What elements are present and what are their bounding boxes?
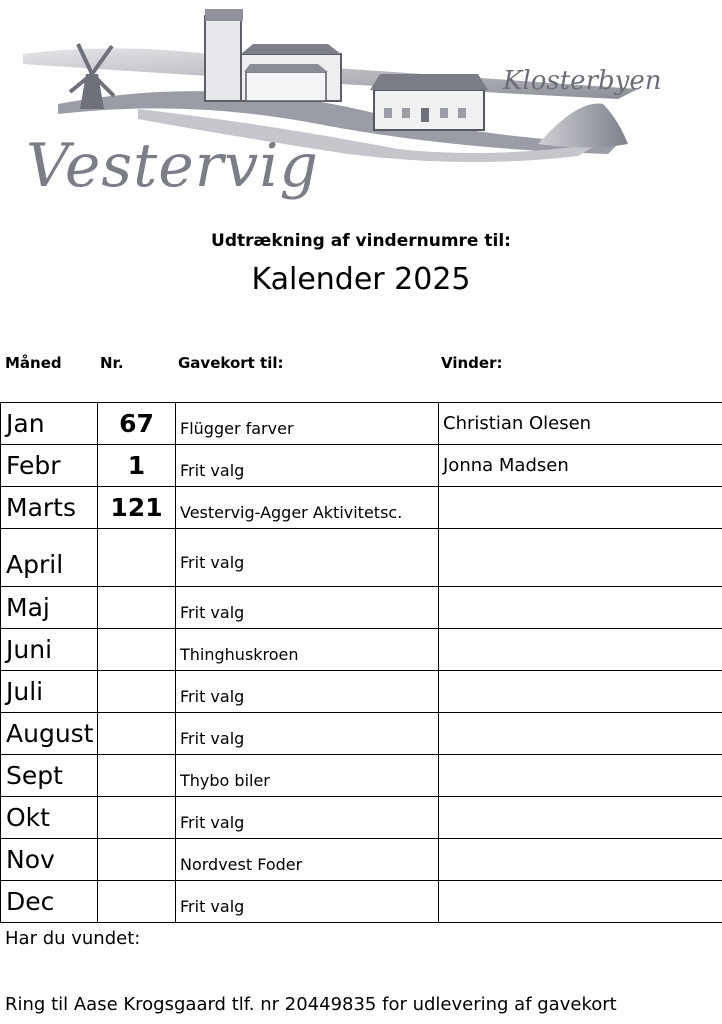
winner-question: Har du vundet: — [5, 928, 141, 949]
month-cell: Nov — [1, 839, 98, 881]
month-cell: April — [1, 529, 98, 587]
winner-cell — [439, 797, 722, 839]
number-cell — [98, 797, 176, 839]
gift-cell: Frit valg — [176, 797, 439, 839]
table-row — [1, 797, 722, 839]
table-row — [1, 487, 722, 529]
number-cell — [98, 587, 176, 629]
table-row — [1, 671, 722, 713]
winner-cell — [439, 487, 722, 529]
svg-text:Vestervig: Vestervig — [26, 131, 319, 201]
number-cell — [98, 755, 176, 797]
table-row — [1, 529, 722, 587]
column-header-month: Måned — [5, 354, 62, 372]
winner-cell: Christian Olesen — [439, 403, 722, 445]
svg-text:Klosterbyen: Klosterbyen — [503, 66, 662, 96]
month-cell: Maj — [1, 587, 98, 629]
number-cell — [98, 671, 176, 713]
month-cell: August — [1, 713, 98, 755]
page-subtitle: Udtrækning af vindernumre til: — [211, 231, 511, 251]
month-cell: Sept — [1, 755, 98, 797]
table-row — [1, 587, 722, 629]
table-row — [1, 629, 722, 671]
gift-cell: Vestervig-Agger Aktivitetsc. — [176, 487, 439, 529]
month-cell: Marts — [1, 487, 98, 529]
month-cell: Febr — [1, 445, 98, 487]
winner-cell — [439, 713, 722, 755]
table-row — [1, 839, 722, 881]
month-cell: Dec — [1, 881, 98, 923]
gift-cell: Thinghuskroen — [176, 629, 439, 671]
gift-cell: Thybo biler — [176, 755, 439, 797]
winner-cell — [439, 881, 722, 923]
number-cell — [98, 839, 176, 881]
church-icon — [205, 9, 341, 101]
winner-cell — [439, 587, 722, 629]
number-cell — [98, 881, 176, 923]
table-row — [1, 713, 722, 755]
gift-cell: Nordvest Foder — [176, 839, 439, 881]
vestervig-logo — [18, 4, 668, 209]
table-row — [1, 445, 722, 487]
building-icon — [370, 74, 488, 130]
table-row — [1, 403, 722, 445]
gift-cell: Frit valg — [176, 529, 439, 587]
number-cell: 67 — [98, 403, 176, 445]
number-cell — [98, 713, 176, 755]
winner-cell — [439, 755, 722, 797]
gift-cell: Flügger farver — [176, 403, 439, 445]
month-cell: Juli — [1, 671, 98, 713]
month-cell: Juni — [1, 629, 98, 671]
column-header-nr: Nr. — [100, 354, 124, 372]
winner-cell — [439, 671, 722, 713]
number-cell: 1 — [98, 445, 176, 487]
number-cell: 121 — [98, 487, 176, 529]
winner-cell — [439, 629, 722, 671]
number-cell — [98, 529, 176, 587]
gift-cell: Frit valg — [176, 881, 439, 923]
draw-results-table — [0, 402, 722, 923]
gift-cell: Frit valg — [176, 445, 439, 487]
winner-cell — [439, 839, 722, 881]
column-header-winner: Vinder: — [441, 354, 503, 372]
month-cell: Jan — [1, 403, 98, 445]
winner-cell: Jonna Madsen — [439, 445, 722, 487]
gift-cell: Frit valg — [176, 587, 439, 629]
gift-cell: Frit valg — [176, 713, 439, 755]
winner-cell — [439, 529, 722, 587]
column-header-gift: Gavekort til: — [178, 354, 284, 372]
table-row — [1, 755, 722, 797]
table-row — [1, 881, 722, 923]
contact-info: Ring til Aase Krogsgaard tlf. nr 20449835 for udlevering af gavekort — [5, 994, 617, 1015]
gift-cell: Frit valg — [176, 671, 439, 713]
page-title: Kalender 2025 — [251, 262, 471, 297]
number-cell — [98, 629, 176, 671]
month-cell: Okt — [1, 797, 98, 839]
